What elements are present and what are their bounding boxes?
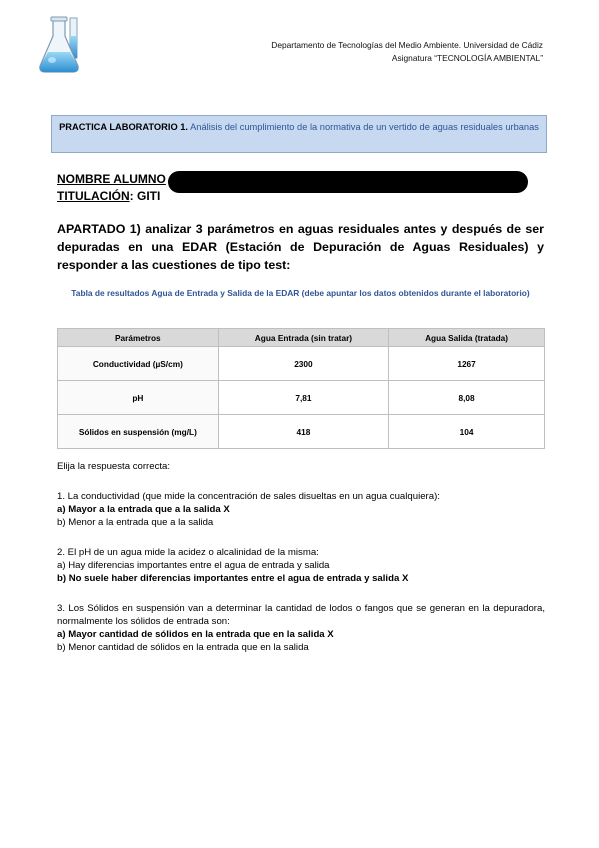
laboratory-flask-logo [36, 14, 88, 76]
answer-option-selected: a) Mayor a la entrada que a la salida X [57, 504, 230, 515]
quiz-section [57, 460, 545, 654]
table-row [58, 347, 545, 381]
parameter-cell: pH [58, 381, 219, 415]
practice-title-banner [51, 115, 547, 153]
column-header-inlet: Agua Entrada (sin tratar) [218, 329, 388, 347]
parameter-cell: Conductividad (µS/cm) [58, 347, 219, 381]
practice-label: PRACTICA LABORATORIO 1. [59, 122, 189, 132]
page-header [271, 39, 543, 65]
inlet-value-cell: 7,81 [218, 381, 388, 415]
parameter-cell: Sólidos en suspensión (mg/L) [58, 415, 219, 449]
results-table [57, 328, 545, 449]
department-name: Departamento de Tecnologías del Medio Ambiente. Universidad de Cádiz [271, 40, 543, 50]
quiz-question-1 [57, 490, 545, 529]
answer-option: b) Menor a la entrada que a la salida [57, 517, 214, 528]
outlet-value-cell: 104 [389, 415, 545, 449]
quiz-question-3 [57, 602, 545, 654]
column-header-outlet: Agua Salida (tratada) [389, 329, 545, 347]
answer-option: a) Hay diferencias importantes entre el agua de entrada y salida [57, 560, 330, 571]
answer-option-selected: b) No suele haber diferencias importantes entre el agua de entrada y salida X [57, 573, 409, 584]
degree-label: TITULACIÓN [57, 189, 130, 203]
student-name-label: NOMBRE ALUMNO [57, 172, 166, 186]
answer-option-selected: a) Mayor cantidad de sólidos en la entrada que en la salida X [57, 629, 334, 640]
redacted-student-name [168, 171, 528, 193]
table-row [58, 415, 545, 449]
question-text: 3. Los Sólidos en suspensión van a determinar la cantidad de lodos o fangos que se generan en la depuradora, normalmente los sólidos de entrada son: [57, 603, 545, 627]
quiz-question-2 [57, 546, 545, 585]
section-heading: APARTADO 1) analizar 3 parámetros en aguas residuales antes y después de ser depuradas en una EDAR (Estación de Depuración de Aguas Residuales) y responder a las cuestiones de tipo test: [57, 222, 544, 272]
answer-option: b) Menor cantidad de sólidos en la entrada que en la salida [57, 642, 309, 653]
table-header-row [58, 329, 545, 347]
practice-title: Análisis del cumplimiento de la normativa de un vertido de aguas residuales urbanas [190, 122, 539, 132]
inlet-value-cell: 418 [218, 415, 388, 449]
outlet-value-cell: 8,08 [389, 381, 545, 415]
question-text: 2. El pH de un agua mide la acidez o alcalinidad de la misma: [57, 547, 319, 558]
degree-value: : GITI [129, 189, 161, 203]
table-caption: Tabla de resultados Agua de Entrada y Salida de la EDAR (debe apuntar los datos obtenidos durante el laboratorio) [71, 288, 530, 298]
inlet-value-cell: 2300 [218, 347, 388, 381]
student-info [57, 171, 166, 205]
outlet-value-cell: 1267 [389, 347, 545, 381]
column-header-parameters: Parámetros [58, 329, 219, 347]
table-row [58, 381, 545, 415]
question-text: 1. La conductividad (que mide la concentración de sales disueltas en un agua cualquiera): [57, 491, 440, 502]
quiz-instruction: Elija la respuesta correcta: [57, 461, 171, 472]
subject-name: Asignatura “TECNOLOGÍA AMBIENTAL” [391, 53, 543, 63]
